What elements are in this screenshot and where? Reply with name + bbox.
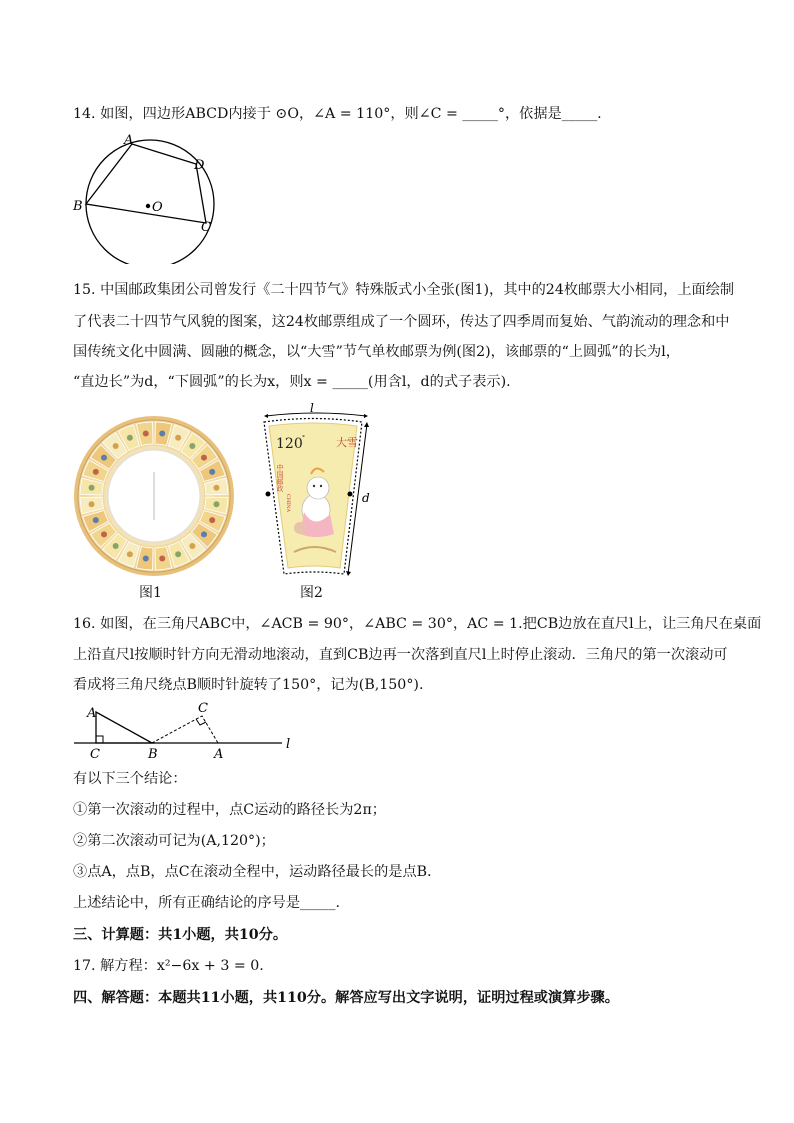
- ring-stamp-motif: [209, 517, 215, 523]
- label-l: l: [286, 737, 291, 752]
- q16-line-1: 16. 如图，在三角尺ABC中，∠ACB = 90°，∠ABC = 30°，AC = 1.把CB边放在直尺l上，让三角尺在桌面: [73, 616, 762, 632]
- label-c2: C: [198, 701, 208, 716]
- ring-stamp-motif: [127, 551, 133, 557]
- label-b: B: [73, 199, 83, 214]
- section-3-heading: 三、计算题：共1小题，共10分。: [73, 927, 288, 943]
- q16-after-2: ①第一次滚动的过程中，点C运动的路径长为2π；: [73, 802, 386, 818]
- ring-stamp-motif: [189, 543, 195, 549]
- ring-stamp-motif: [113, 443, 119, 449]
- label-o: O: [152, 200, 163, 215]
- stamp-country: 中国邮政: [276, 464, 284, 492]
- label-a1: A: [87, 706, 97, 721]
- label-b: B: [148, 747, 158, 762]
- q15-line-3: 国传统文化中圆满、圆融的概念，以“大雪”节气单枚邮票为例(图2)，该邮票的“上圆弧”的长为l，: [73, 344, 680, 360]
- label-a2: A: [214, 747, 224, 762]
- ring-stamp-motif: [101, 531, 107, 537]
- dasue-stamp-figure: [254, 402, 384, 580]
- ring-stamp-motif: [93, 517, 99, 523]
- q16-triangle-figure: [70, 700, 310, 762]
- q16-line-2: 上沿直尺l按顺时针方向无滑动地滚动，直到CB边再一次落到直尺l上时停止滚动．三角尺的第一次滚动可: [73, 647, 728, 663]
- svg-text:°: °: [302, 435, 305, 442]
- stamp-label-d: d: [362, 491, 370, 505]
- quadrilateral-abcd: [86, 144, 206, 223]
- q15-line-4: “直边长”为d，“下圆弧”的长为x，则x = _____(用含l，d的式子表示).: [73, 374, 511, 390]
- stamp-ring-figure: [72, 414, 236, 578]
- q17-text: 17. 解方程：x²−6x + 3 = 0.: [73, 958, 264, 974]
- stamp-value: 120: [276, 436, 303, 452]
- label-c: C: [201, 220, 211, 235]
- stamp-country-en: CHINA: [285, 494, 291, 513]
- q14-circle-figure: [72, 132, 232, 264]
- center-point-o: [146, 204, 150, 208]
- ring-stamp-motif: [159, 431, 165, 437]
- ring-stamp-motif: [101, 455, 107, 461]
- ring-stamp-motif: [175, 435, 181, 441]
- right-angle-mark-1: [96, 736, 103, 743]
- ring-stamp-motif: [213, 485, 219, 491]
- q16-after-3: ②第二次滚动可记为(A,120°)；: [73, 833, 275, 849]
- q16-after-5: 上述结论中，所有正确结论的序号是_____.: [73, 895, 340, 911]
- stamp-name: 大雪: [336, 436, 358, 449]
- ring-stamp-motif: [143, 555, 149, 561]
- label-d: D: [194, 158, 205, 173]
- ring-stamp-motif: [93, 469, 99, 475]
- ring-stamp-motif: [89, 485, 95, 491]
- ring-stamp-motif: [201, 531, 207, 537]
- q16-after-1: 有以下三个结论：: [73, 771, 187, 787]
- ring-stamp-motif: [127, 435, 133, 441]
- section-4-heading: 四、解答题：本题共11小题，共110分。解答应写出文字说明，证明过程或演算步骤。: [73, 990, 619, 1006]
- fig2-caption: 图2: [300, 585, 323, 601]
- fig1-caption: 图1: [139, 585, 162, 601]
- q16-after-4: ③点A，点B，点C在滚动全程中，运动路径最长的是点B．: [73, 864, 442, 880]
- q14-text: 14. 如图，四边形ABCD内接于 ⊙O，∠A = 110°，则∠C = _____°，依据是_____.: [73, 106, 602, 122]
- ring-stamp-motif: [143, 431, 149, 437]
- label-a: A: [124, 133, 134, 148]
- ring-stamp-motif: [213, 501, 219, 507]
- q16-line-3: 看成将三角尺绕点B顺时针旋转了150°，记为(B,150°).: [73, 677, 424, 693]
- triangle-abc-initial: [96, 712, 152, 743]
- ring-stamp-motif: [209, 469, 215, 475]
- triangle-abc-rotated: [152, 716, 218, 743]
- label-c1: C: [90, 747, 100, 762]
- q15-line-1: 15. 中国邮政集团公司曾发行《二十四节气》特殊版式小全张(图1)，其中的24枚邮票大小相同，上面绘制: [73, 282, 735, 298]
- ring-stamp-motif: [113, 543, 119, 549]
- ring-stamp-motif: [189, 443, 195, 449]
- ring-stamp-motif: [175, 551, 181, 557]
- ring-stamp-motif: [89, 501, 95, 507]
- q15-line-2: 了代表二十四节气风貌的图案，这24枚邮票组成了一个圆环，传达了四季周而复始、气韵流动的理念和中: [73, 314, 730, 330]
- stamp-label-l: l: [310, 402, 314, 415]
- ring-stamp-motif: [159, 555, 165, 561]
- ring-stamp-motif: [201, 455, 207, 461]
